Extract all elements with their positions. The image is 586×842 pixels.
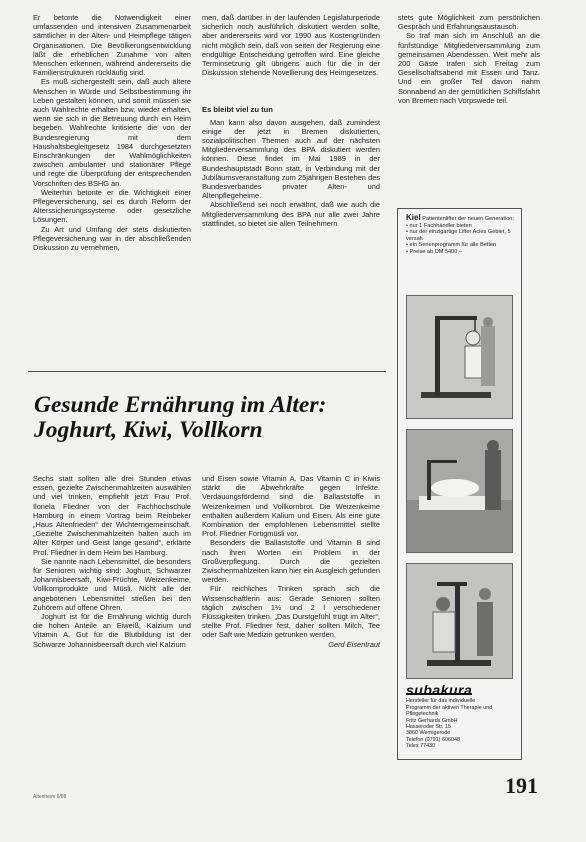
paragraph: Besonders die Ballaststoffe und Vitamin B sind nach ihren Worten ein Problem in der Großverpflegung. Durch die gezielten Zwischenmahlzeiten kann hier ein Ausgleich gefunden werden. xyxy=(202,538,380,585)
top-article-column-3 xyxy=(398,13,540,203)
paragraph: Für reichliches Trinken sprach sich die Wissenschaftlerin aus: Gerade Senioren sollten täglich zwischen 1½ und 2 l verschiedener Flüssigkeiten trinken. „Das Durstgefühl trügt im Alter“, stellte Prof. Fliedner fest, daher sollten Milch, Tee oder Saft wie Medizin getrunken werden. Gerd Eisentraut xyxy=(202,584,380,649)
ad-photo-standing-lifter xyxy=(406,563,513,679)
paragraph: Man kann also davon ausgehen, daß zumindest einige der jetzt in Bremen diskutierten, sozialpolitischen Themen auch auf der nächsten Mitgliederversammlung des BPA diskutiert werden können. Diese findet im Mai 1989 in der Bundeshauptstadt Bonn statt, in Verbindung mit der Jubiläumsveranstaltung zum 25jährigen Bestehen des Bundesverbandes privater Alten- und Altenpflegeheime. xyxy=(202,117,380,201)
ad-photo-lifter xyxy=(406,295,513,419)
ad-bullet: • Preise ab DM 5400,– xyxy=(406,248,463,255)
feature-column-1 xyxy=(33,474,191,776)
feature-column-2 xyxy=(202,474,380,776)
page-footnote: Altenheim 6/88 xyxy=(33,794,67,800)
ad-footer-line: Hersteller für das individuelle xyxy=(406,698,476,705)
ad-footer-line: Telefon (0791) 606048 xyxy=(406,736,460,743)
paragraph: Sie nannte nach Lebensmittel, die besonders für Senioren wichtig sind: Joghurt, Schwarzer Johannisbeersaft, Kiwi-Früchte, Weizenkeime, Vollkornprodukte und Müsli. Nicht alle der angebotenen Lebensmittel stießen bei den Zuhörern auf offene Ohren. xyxy=(33,556,191,612)
top-article-column-2 xyxy=(202,13,380,358)
ad-footer xyxy=(406,682,516,750)
paragraph: men, daß darüber in der laufenden Legislaturperiode sicherlich noch ausführlich diskutiert werden sollte, aber andererseits wird vor 1990 aus Kostengründen nicht möglich sein, daß von seiten der Regierung eine endgültige Entscheidung getroffen wird. Eine gleiche Terminsetzung gilt übrigens auch für die in der Diskussion stehende Novellierung des Heimgesetzes. xyxy=(202,13,380,78)
section-subheading: Es bleibt viel zu tun xyxy=(202,105,273,115)
ad-footer-line: Pflegetechnik xyxy=(406,711,439,718)
ad-brand-logo: subakura xyxy=(406,682,473,698)
paragraph: So traf man sich im Anschluß an die fünfstündige Mitgliederversammlung zum gemeinsamen Abendessen. Weit mehr als 200 Gäste trafen sich Freitag zum Gesellschaftsabend mit Essen und Tanz. Und ein großer Teil davon nahm Sonnabend an der gemütlichen Schiffsfahrt von Bremen nach Vorpswede teil. xyxy=(398,31,540,105)
paragraph: Abschließend sei noch erwähnt, daß wie auch die Mitgliederversammlung des BPA nur alle zwei Jahre stattfindet, so bietet sie allen Teilnehmern xyxy=(202,200,380,228)
paragraph: Joghurt ist für die Ernährung wichtig durch die hohen Anteile an Eiweiß, Kalzium und Vitamin A. Gut für die Blutbildung ist der Schwarze Johannisbeersaft durch viel Kalzium xyxy=(33,612,191,649)
top-article-column-1 xyxy=(33,13,191,358)
ad-bullet: • nur 1 Fachhändler bieten xyxy=(406,222,472,229)
ad-intro: Patientenlifter der neuen Generation: xyxy=(422,216,514,222)
paragraph: Weiterhin betonte er die Wichtigkeit einer Pflegeversicherung, sei es durch Reform der Alterssicherungssysteme oder gesetzliche Lösungen. xyxy=(33,187,191,225)
ad-photo-bed-transfer xyxy=(406,429,513,553)
ad-footer-line: Telex 77430 xyxy=(406,743,436,750)
author-signature: Gerd Eisentraut xyxy=(328,639,380,649)
ad-header xyxy=(406,215,516,256)
paragraph: Zu Art und Umfang der stets diskutierten Pflegeversicherung war in der abschließenden Diskussion zu vernehmen, xyxy=(33,224,191,253)
paragraph: Sechs statt sollten alle drei Stunden etwas essen, gezielte Zwischenmahlzeiten auswählen und viel trinken, empfiehlt jetzt Frau Prof. Ilonela Fliedner von der Fachhochschule Hamburg in einem Vortrag beim Reinbeker „Haus Altenfrieden“ der Wichterngemeinschaft. „Gezielte Zwischenmahlzeiten halten auch im Alter Körper und Geist lange gesund“, erklärte Prof. Fliedner in dem Heim bei Hamburg. xyxy=(33,474,191,557)
page-number: 191 xyxy=(505,773,538,798)
paragraph: und Eisen sowie Vitamin A. Das Vitamin C in Kiwis stärkt die Abwehrkräfte gegen Infekte. Verdauungsfördernd sind die Ballaststoffe in Weizenkeimen und Vollkornbrot. Die Weizenkeime enthalten außerdem Kalium und Eisen. Als eine gute Kombination der empfohlenen Lebensmittel stellte Prof. Fliedner Fortigmüsli vor. xyxy=(202,474,380,539)
paragraph: Es muß sichergestellt sein, daß auch ältere Menschen in Würde und Selbstbestimmung ihr Leben gestalten können, und somit müssen sie auch Wahlrechte erhalten bzw. wieder erhalten, wenn sie sich in die Betreuung durch ein Heim begeben. Wahlrechte kritisierte die von der Bundesregierung mit dem Haushaltsbegleitgesetz 1984 durchgesetzten Einschränkungen der Wahlmöglichkeiten zwischen ambulanter und stationärer Pflege und regte die Überprüfung der entsprechenden Vorschriften des BSHG an. xyxy=(33,77,191,188)
paragraph: Er betonte die Notwendigkeit einer umfassenden und intensiven Zusammenarbeit sämtlicher in der Alten- und Heimpflege tätigen Organisationen. Die Bevölkerungsentwicklung läßt die erheblichen Zunahme von alten Menschen erkennen, während andererseits die Familienstrukturen rückläufig sind. xyxy=(33,13,191,78)
ad-footer-line: Fritz Gerhards GmbH xyxy=(406,717,458,724)
ad-footer-line: Programm der aktiven Therapie und xyxy=(406,704,493,711)
section-divider xyxy=(28,371,386,372)
ad-bullet: • ein Serienprogramm für alle Betten xyxy=(406,242,497,249)
ad-bullet: • nur der einzigartige Lifter Acies Gebiet, 5 versah xyxy=(406,229,511,242)
ad-footer-line: 3860 Wernigerode xyxy=(406,730,451,737)
paragraph: stets gute Möglichkeit zum persönlichen Gespräch und Erfahrungsaustausch. xyxy=(398,13,540,32)
ad-logo: Kiel xyxy=(406,213,421,222)
advertisement-box xyxy=(397,208,522,760)
ad-footer-line: Hasseroder Str. 15 xyxy=(406,724,451,731)
feature-headline: Gesunde Ernährung im Alter: Joghurt, Kiwi, Vollkorn xyxy=(34,392,327,443)
